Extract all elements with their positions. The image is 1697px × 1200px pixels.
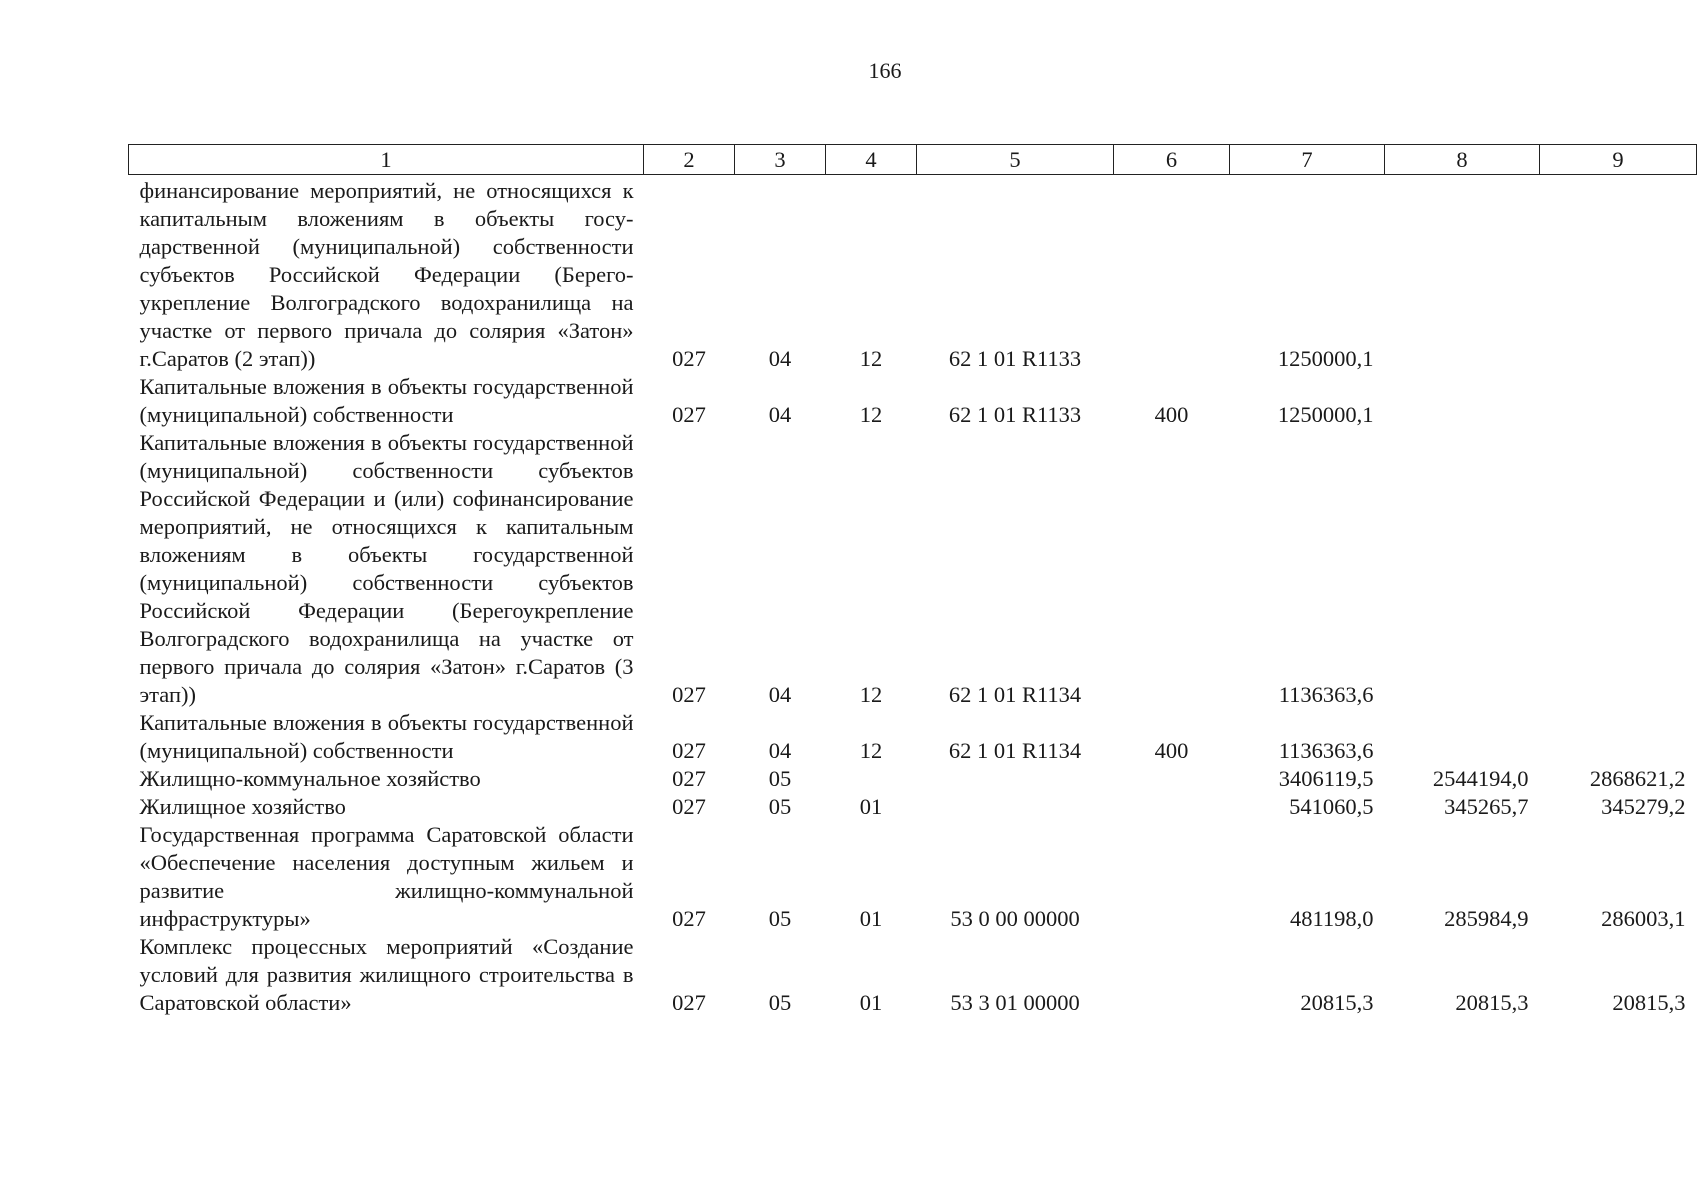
row-rz: 05 xyxy=(768,906,792,931)
row-year3: 345279,2 xyxy=(1601,794,1686,819)
row-pr: 12 xyxy=(859,738,883,763)
row-pr: 01 xyxy=(859,906,883,931)
row-csr: 53 3 01 00000 xyxy=(950,990,1080,1015)
row-rz: 04 xyxy=(768,346,792,371)
row-year2: 345265,7 xyxy=(1444,794,1529,819)
row-year2 xyxy=(1385,177,1540,373)
row-name: Комплекс процессных мероприятий «Создание условий для развития жилищного строительства в Саратовской области» xyxy=(139,934,634,1015)
header-col-3: 3 xyxy=(735,145,826,175)
row-vr xyxy=(1114,933,1230,1017)
table-row xyxy=(129,373,1697,429)
row-year2: 20815,3 xyxy=(1455,990,1529,1015)
row-csr: 62 1 01 R1133 xyxy=(948,402,1082,427)
row-pr: 01 xyxy=(859,990,883,1015)
table-row xyxy=(129,793,1697,821)
row-year3: 2868621,2 xyxy=(1589,766,1686,791)
row-csr: 62 1 01 R1133 xyxy=(948,346,1082,371)
row-rz: 04 xyxy=(768,682,792,707)
row-name: Капитальные вложения в объекты государственной (муниципальной) собственности xyxy=(139,710,634,763)
row-year1: 1136363,6 xyxy=(1278,738,1374,763)
page-number: 166 xyxy=(868,58,902,83)
row-name: финансирование мероприятий, не относящихся к капитальным вложениям в объекты государственной (муниципальной) собственности субъектов Российской Федерации (Берегоукрепление Волгоградского водохранилища на участке от первого причала до солярия «Затон» г.Саратов (2 этап)) xyxy=(139,178,634,371)
header-col-9: 9 xyxy=(1540,145,1697,175)
table-row xyxy=(129,765,1697,793)
row-vr: 400 xyxy=(1154,402,1189,427)
row-year2: 2544194,0 xyxy=(1432,766,1529,791)
header-col-5: 5 xyxy=(917,145,1114,175)
row-year3 xyxy=(1540,429,1697,709)
header-col-6: 6 xyxy=(1114,145,1230,175)
table-row xyxy=(129,821,1697,933)
row-vr xyxy=(1114,429,1230,709)
row-rz: 04 xyxy=(768,738,792,763)
table-row xyxy=(129,177,1697,373)
row-glv: 027 xyxy=(672,990,706,1015)
row-vr xyxy=(1114,821,1230,933)
table-row xyxy=(129,933,1697,1017)
row-year2: 285984,9 xyxy=(1444,906,1529,931)
row-name: Жилищное хозяйство xyxy=(139,794,346,819)
table-row xyxy=(129,709,1697,765)
row-csr: 53 0 00 00000 xyxy=(950,906,1080,931)
row-glv: 027 xyxy=(672,682,706,707)
row-name: Капитальные вложения в объекты государственной (муниципальной) собственности xyxy=(139,374,634,427)
row-csr: 62 1 01 R1134 xyxy=(948,682,1082,707)
row-year3 xyxy=(1540,709,1697,765)
row-pr: 01 xyxy=(859,794,883,819)
row-rz: 05 xyxy=(768,990,792,1015)
row-csr xyxy=(917,793,1114,821)
row-name: Капитальные вложения в объекты государственной (муниципальной) собственности субъектов Российской Федерации и (или) софинансирование мероприятий, не относящихся к капитальным вложениям в объекты государственной (муниципальной) собственности субъектов Российской Федерации (Берегоукрепление Волгоградского водохранилища на участке от первого причала до солярия «Затон» г.Саратов (3 этап)) xyxy=(139,430,634,707)
row-glv: 027 xyxy=(672,794,706,819)
row-csr xyxy=(917,765,1114,793)
row-glv: 027 xyxy=(672,766,706,791)
row-year1: 541060,5 xyxy=(1289,794,1374,819)
row-year1: 1136363,6 xyxy=(1278,682,1374,707)
header-col-7: 7 xyxy=(1230,145,1385,175)
header-col-8: 8 xyxy=(1385,145,1540,175)
header-col-4: 4 xyxy=(826,145,917,175)
row-rz: 05 xyxy=(768,766,792,791)
row-glv: 027 xyxy=(672,738,706,763)
header-row xyxy=(129,145,1697,175)
row-year3 xyxy=(1540,177,1697,373)
row-vr xyxy=(1114,793,1230,821)
row-rz: 05 xyxy=(768,794,792,819)
row-year1: 481198,0 xyxy=(1289,906,1374,931)
row-glv: 027 xyxy=(672,402,706,427)
row-year2 xyxy=(1385,429,1540,709)
row-year3: 20815,3 xyxy=(1612,990,1686,1015)
row-year2 xyxy=(1385,373,1540,429)
row-year3: 286003,1 xyxy=(1601,906,1686,931)
row-rz: 04 xyxy=(768,402,792,427)
table-header xyxy=(129,145,1697,175)
row-pr: 12 xyxy=(859,682,883,707)
row-year1: 1250000,1 xyxy=(1277,346,1374,371)
row-year2 xyxy=(1385,709,1540,765)
row-vr xyxy=(1114,177,1230,373)
row-pr: 12 xyxy=(859,402,883,427)
row-pr xyxy=(826,765,917,793)
row-glv: 027 xyxy=(672,906,706,931)
table-body xyxy=(129,175,1697,1018)
row-year1: 20815,3 xyxy=(1300,990,1374,1015)
row-csr: 62 1 01 R1134 xyxy=(948,738,1082,763)
table-row xyxy=(129,429,1697,709)
row-year1: 1250000,1 xyxy=(1277,402,1374,427)
header-col-1: 1 xyxy=(129,145,644,175)
row-glv: 027 xyxy=(672,346,706,371)
row-vr xyxy=(1114,765,1230,793)
budget-table xyxy=(128,144,1697,1017)
row-year3 xyxy=(1540,373,1697,429)
row-name: Жилищно-коммунальное хозяйство xyxy=(139,766,481,791)
row-pr: 12 xyxy=(859,346,883,371)
header-col-2: 2 xyxy=(644,145,735,175)
row-year1: 3406119,5 xyxy=(1278,766,1374,791)
row-name: Государственная программа Саратовской области «Обеспечение населения доступным жильем и развитие жилищно-коммунальной инфраструктуры» xyxy=(139,822,634,931)
row-vr: 400 xyxy=(1154,738,1189,763)
